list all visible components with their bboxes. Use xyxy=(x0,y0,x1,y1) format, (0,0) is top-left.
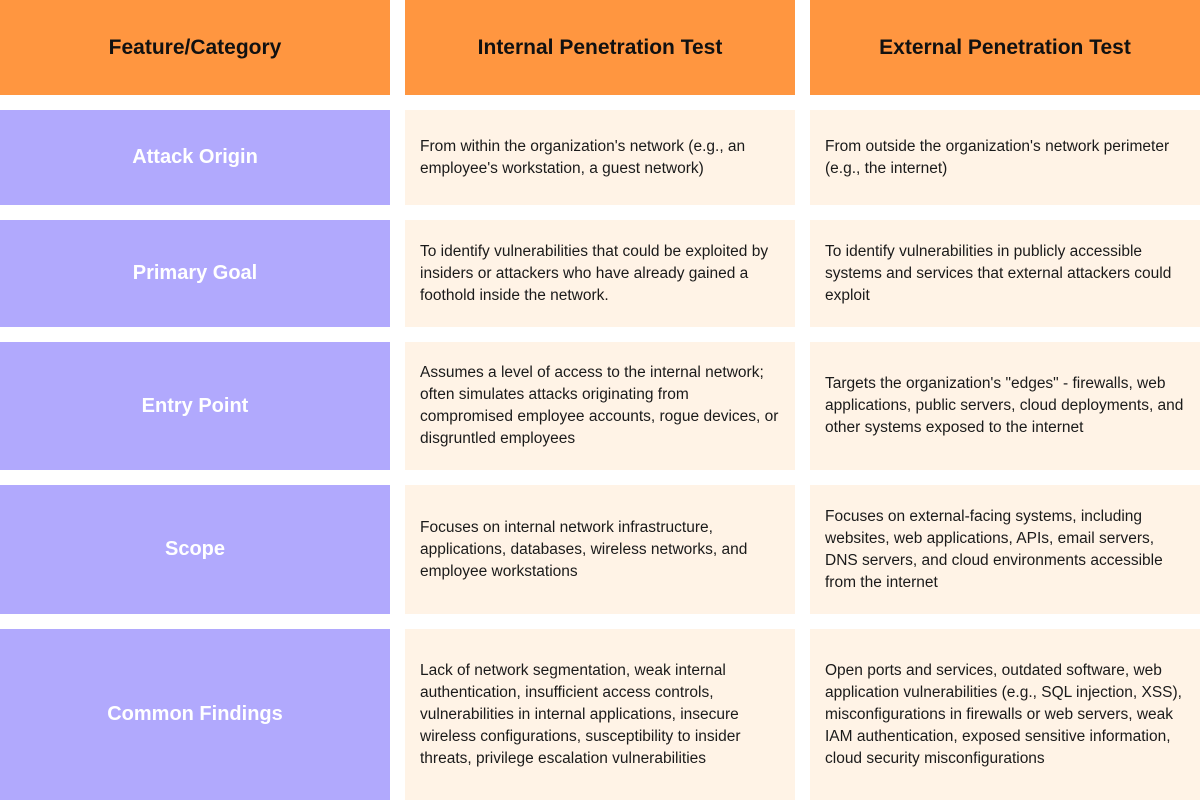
header-external-test xyxy=(810,0,1200,95)
row-category-primary-goal xyxy=(0,220,390,327)
external-cell xyxy=(810,485,1200,614)
internal-cell xyxy=(405,485,795,614)
cell-text: To identify vulnerabilities that could be exploited by insiders or attackers who have already gained a foothold inside the network. xyxy=(420,242,769,304)
header-label: External Penetration Test xyxy=(879,35,1131,59)
header-internal-test xyxy=(405,0,795,95)
cell-text: From within the organization's network (e.g., an employee's workstation, a guest network) xyxy=(420,137,746,177)
internal-cell xyxy=(405,110,795,205)
cell-text: Assumes a level of access to the internal network; often simulates attacks originating from compromised employee accounts, rogue devices, or disgruntled employees xyxy=(420,364,779,447)
cell-text: Targets the organization's "edges" - firewalls, web applications, public servers, cloud deployments, and other systems exposed to the internet xyxy=(825,375,1184,436)
row-category-attack-origin xyxy=(0,110,390,205)
internal-cell xyxy=(405,629,795,800)
category-label: Common Findings xyxy=(107,703,283,725)
external-cell xyxy=(810,342,1200,470)
internal-cell xyxy=(405,342,795,470)
external-cell xyxy=(810,110,1200,205)
category-label: Primary Goal xyxy=(132,262,258,284)
cell-text: Focuses on internal network infrastructure, applications, databases, wireless networks, and employee workstations xyxy=(420,518,748,580)
external-cell xyxy=(810,629,1200,800)
cell-text: To identify vulnerabilities in publicly accessible systems and services that external attackers could exploit xyxy=(825,242,1172,304)
header-feature-category xyxy=(0,0,390,95)
row-category-common-findings xyxy=(0,629,390,800)
header-label: Feature/Category xyxy=(108,35,282,59)
header-label: Internal Penetration Test xyxy=(477,35,723,59)
cell-text: Focuses on external-facing systems, including websites, web applications, APIs, email servers, DNS servers, and cloud environments accessible from the internet xyxy=(825,507,1163,591)
category-label: Attack Origin xyxy=(132,146,258,168)
cell-text: Lack of network segmentation, weak internal authentication, insufficient access controls, vulnerabilities in internal applications, insecure wireless configurations, susceptibility to insider threats, privilege escalation vulnerabilities xyxy=(420,661,741,767)
row-category-entry-point xyxy=(0,342,390,470)
internal-cell xyxy=(405,220,795,327)
cell-text: Open ports and services, outdated software, web application vulnerabilities (e.g., SQL injection, XSS), misconfigurations in firewalls or web servers, weak IAM authentication, exposed sensitive information, cloud security misconfigurations xyxy=(825,661,1182,767)
row-category-scope xyxy=(0,485,390,614)
category-label: Scope xyxy=(164,538,226,560)
category-label: Entry Point xyxy=(141,394,249,417)
external-cell xyxy=(810,220,1200,327)
cell-text: From outside the organization's network perimeter (e.g., the internet) xyxy=(825,137,1170,177)
